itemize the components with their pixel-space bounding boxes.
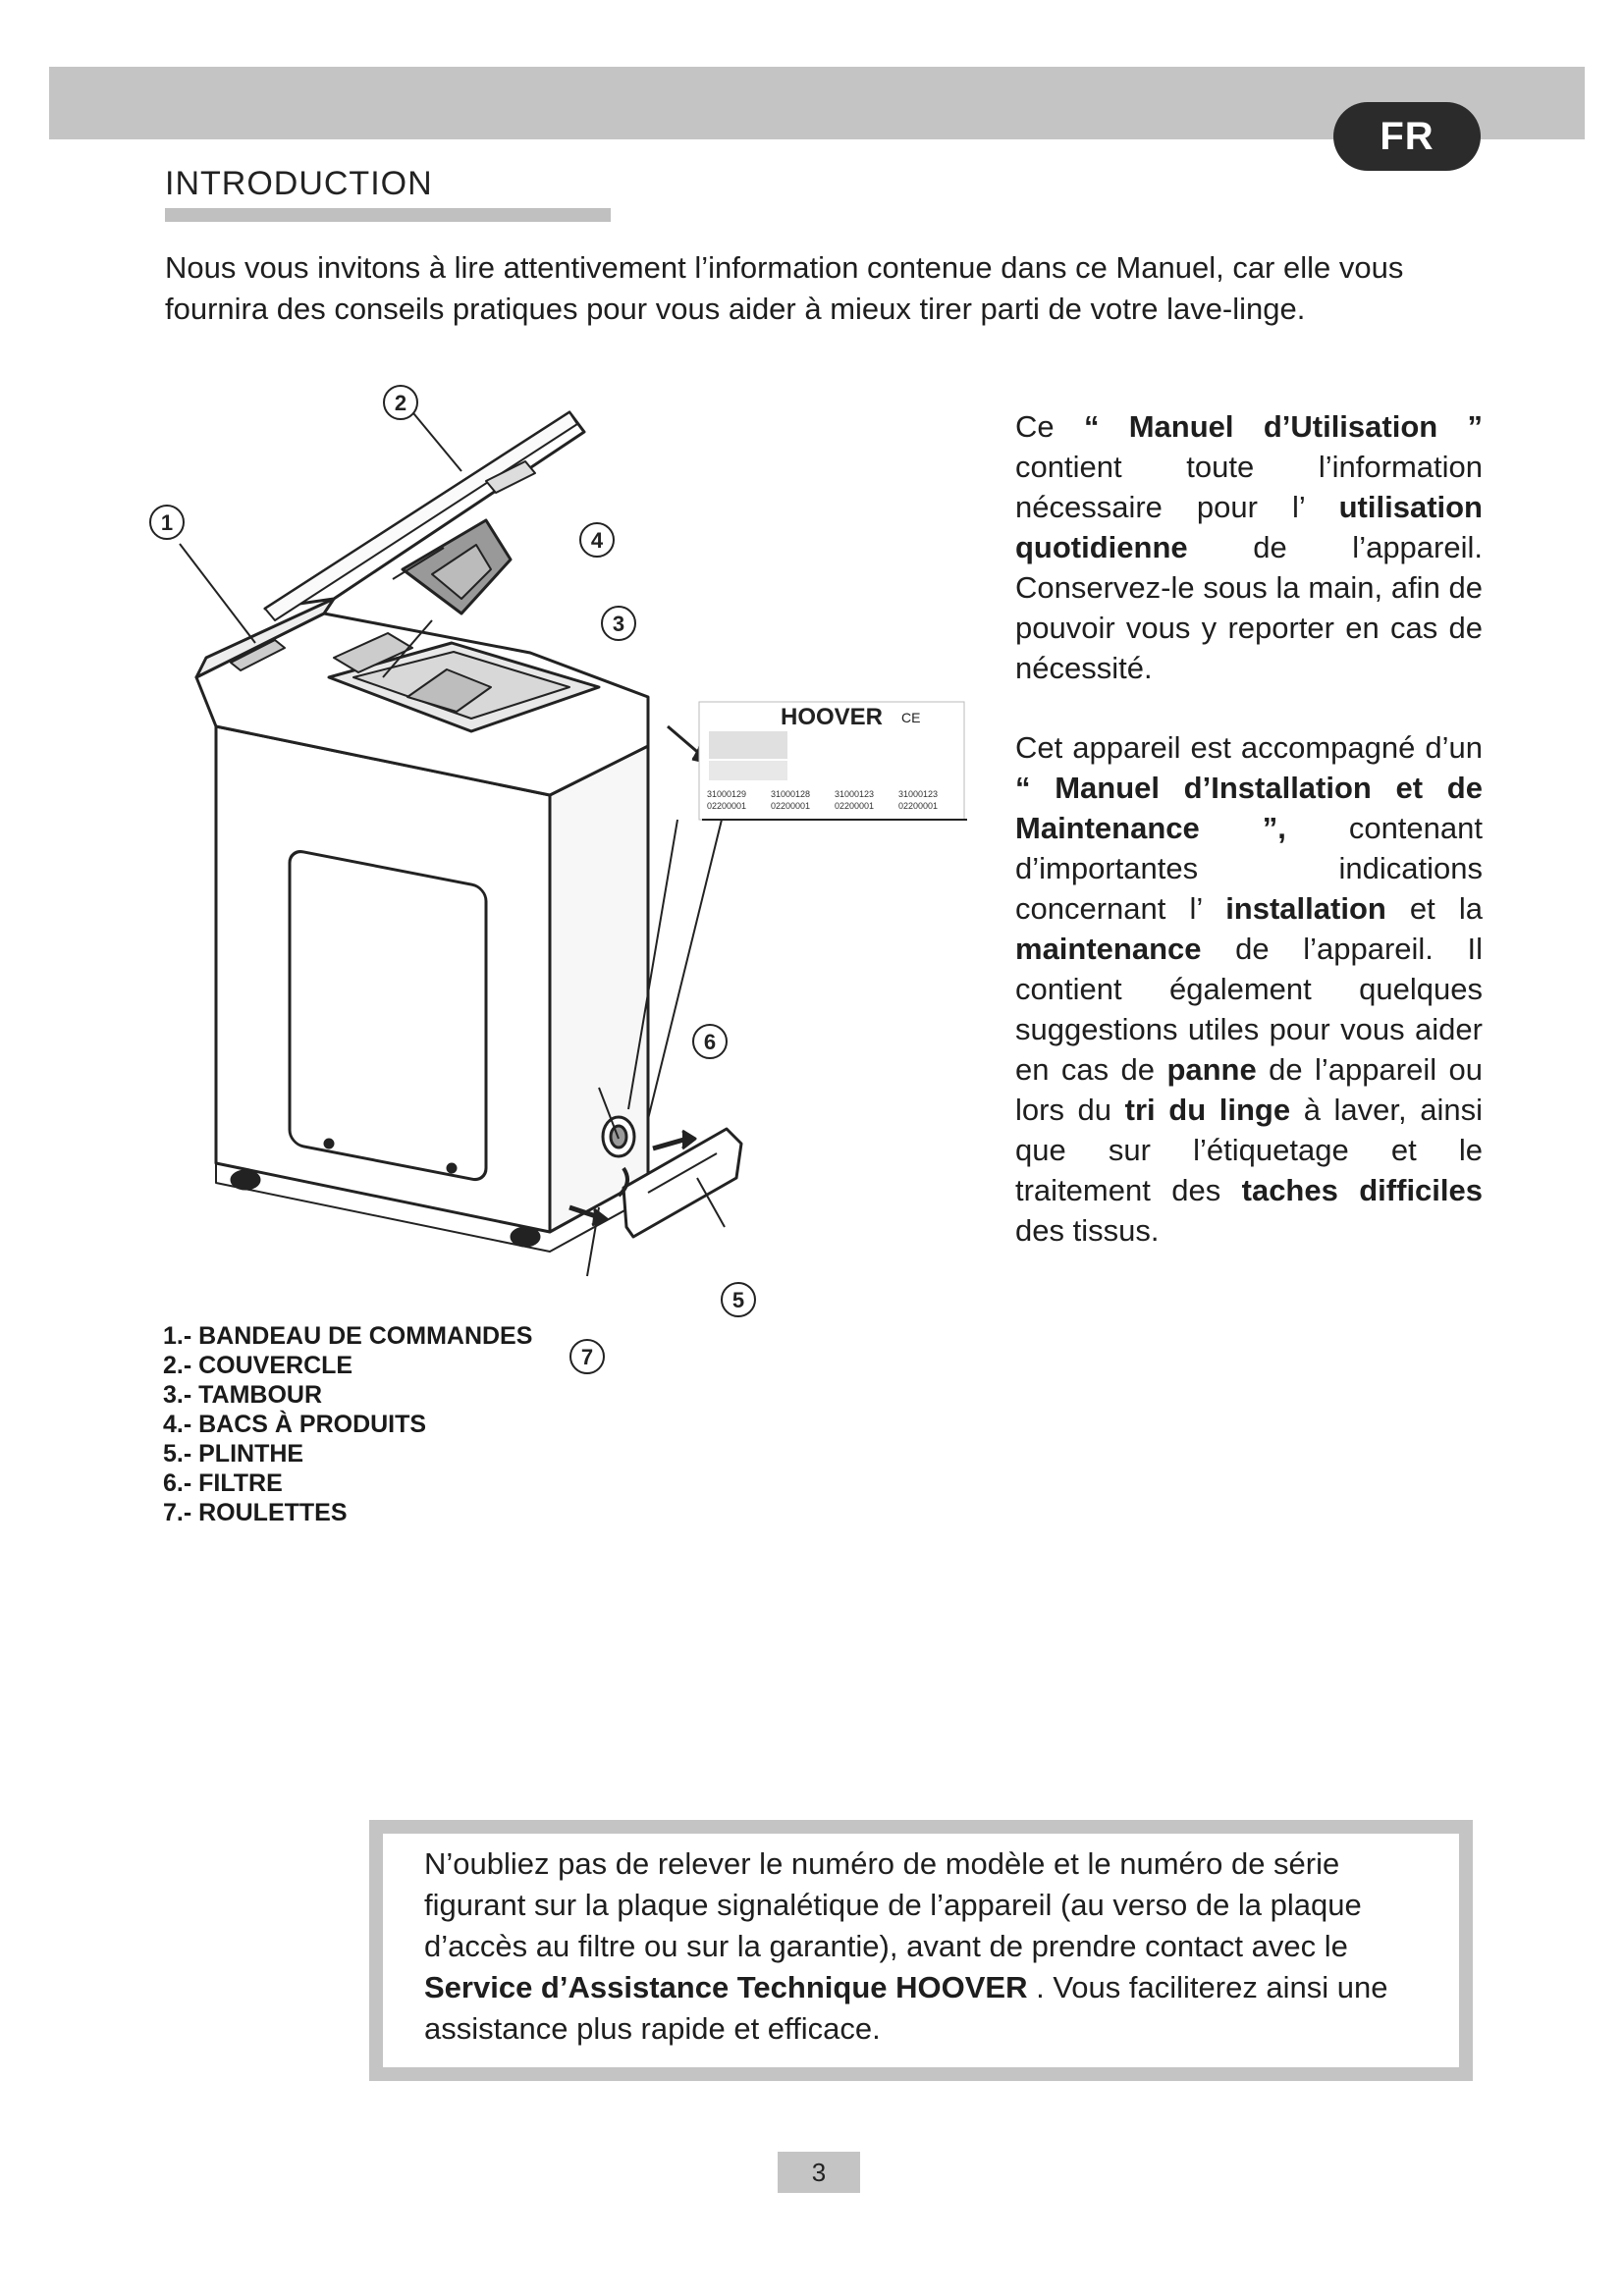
text-run: Ce [1015,409,1084,444]
plate-code: 31000128 [771,789,811,799]
section-title: INTRODUCTION [165,165,433,202]
callout-6 [693,1025,727,1058]
text-run: et la [1385,891,1483,926]
legend-item: 4.- BACS À PRODUITS [163,1411,427,1438]
callout-3 [602,607,635,640]
text-run: Cet appareil est accompagné d’un [1015,730,1483,765]
description-column [1015,406,1483,1290]
plate-code: 02200001 [898,801,939,811]
text-run: contient toute l’information nécessaire pour l’ [1015,450,1483,524]
text-run: N’oubliez pas de relever le numéro de modèle et le numéro de série figurant sur la plaque signalétique de l’appareil (au verso de la plaque d’accès au filtre ou sur la garantie), avant de prendre contact avec le [424,1846,1362,1963]
callout-7 [570,1340,604,1373]
text-run: des tissus. [1015,1213,1160,1248]
plate-code: 31000129 [707,789,747,799]
callout-1 [150,506,184,539]
text-run-bold: panne [1166,1052,1257,1087]
legend-item: 1.- BANDEAU DE COMMANDES [163,1322,533,1350]
text-run-bold: maintenance [1015,932,1202,966]
text-run-bold: taches difficiles [1241,1173,1484,1207]
text-run: de l’appareil. Conservez-le sous la main, afin de pouvoir vous y reporter en cas de nécessité. [1015,530,1483,685]
title-underline [165,208,611,222]
plate-code: 02200001 [835,801,875,811]
language-badge: FR [1333,102,1481,171]
callout-4 [580,523,614,557]
text-run-bold: “ Manuel d’Utilisation ” [1083,409,1484,444]
text-run: contenant d’importantes indications concernant l’ [1015,811,1483,926]
svg-text:7: 7 [580,1345,594,1369]
text-run-bold: tri du linge [1124,1093,1291,1127]
manual-usage-paragraph [1015,406,1483,688]
rating-plate-brand: HOOVER [781,704,884,730]
svg-text:4: 4 [590,528,604,553]
svg-text:2: 2 [394,391,407,415]
text-run: . Vous faciliterez ainsi une assistance plus rapide et efficace. [424,1970,1388,2046]
svg-text:6: 6 [703,1030,717,1054]
text-run-bold: installation [1225,891,1386,926]
text-run-bold: “ Manuel d’Installation et de Maintenance ”, [1015,771,1483,845]
plate-code: 02200001 [771,801,811,811]
notice-text [424,1843,1418,2050]
rating-plate-marks: CE [901,710,921,725]
rating-plate [699,702,967,820]
svg-text:5: 5 [731,1288,745,1312]
legend-item: 5.- PLINTHE [163,1440,304,1468]
text-run: de l’appareil. Il contient également quelques suggestions utiles pour vous aider en cas de [1015,932,1483,1087]
washing-machine-illustration [137,373,1001,1374]
svg-text:3: 3 [612,612,625,636]
plate-code: 31000123 [898,789,939,799]
callout-2 [384,386,417,419]
svg-text:1: 1 [160,510,174,535]
plate-code: 31000123 [835,789,875,799]
legend-item: 6.- FILTRE [163,1469,283,1497]
legend-item: 3.- TAMBOUR [163,1381,323,1409]
text-run: à laver, ainsi que sur l’étiquetage et le traitement des [1015,1093,1484,1207]
text-run-bold: Service d’Assistance Technique HOOVER [424,1970,1028,2004]
text-run: de l’appareil ou lors du [1015,1052,1483,1127]
callout-5 [722,1283,755,1316]
parts-legend [163,1321,532,1527]
installation-manual-paragraph [1015,727,1483,1251]
legend-item: 2.- COUVERCLE [163,1352,353,1379]
page-number: 3 [778,2152,860,2193]
intro-paragraph: Nous vous invitons à lire attentivement l’information contenue dans ce Manuel, car elle vous fournira des conseils pratiques pour vous aider à mieux tirer parti de votre lave-linge. [165,250,1404,326]
plate-code: 02200001 [707,801,747,811]
text-run-bold: utilisation quotidienne [1015,490,1483,564]
legend-item: 7.- ROULETTES [163,1499,348,1526]
